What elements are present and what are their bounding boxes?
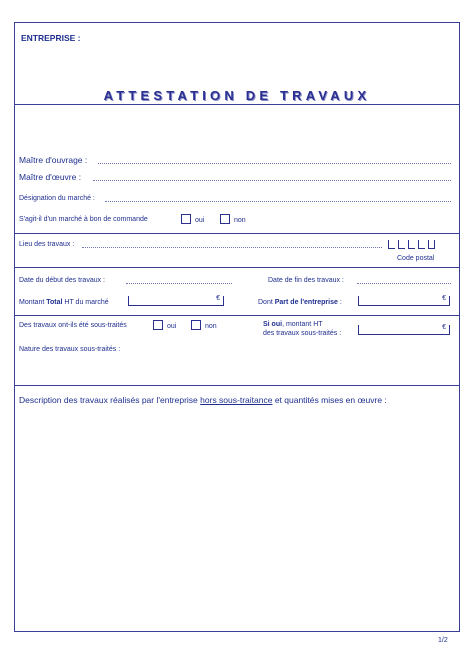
date-debut-label: Date du début des travaux : — [19, 277, 105, 284]
designation-label: Désignation du marché : — [19, 195, 95, 202]
lieu-field[interactable] — [82, 247, 382, 248]
code-postal-label: Code postal — [397, 255, 435, 262]
montant-suffix: HT du marché — [62, 299, 109, 306]
sous-traites-montant-field[interactable] — [358, 325, 450, 335]
bon-commande-non-checkbox[interactable] — [220, 214, 230, 224]
part-prefix: Dont — [258, 299, 275, 306]
part-entreprise-field[interactable] — [358, 296, 450, 306]
euro-symbol: € — [442, 324, 446, 331]
desc-prefix: Description des travaux réalisés par l'entreprise — [19, 395, 201, 405]
divider — [15, 385, 459, 386]
maitre-oeuvre-label: Maître d'œuvre : — [19, 172, 82, 182]
bon-commande-oui-checkbox[interactable] — [181, 214, 191, 224]
description-area[interactable] — [16, 410, 458, 628]
maitre-oeuvre-field[interactable] — [93, 180, 451, 181]
sous-traites-non-label: non — [205, 323, 217, 330]
code-postal-field[interactable] — [388, 240, 444, 249]
euro-symbol: € — [216, 295, 220, 302]
entreprise-label: ENTREPRISE : — [21, 33, 81, 43]
part-bold: Part de l'entreprise — [274, 299, 338, 306]
montant-total-field[interactable] — [128, 296, 224, 306]
designation-field[interactable] — [105, 201, 451, 202]
bon-commande-oui-label: oui — [195, 217, 205, 224]
si-oui-line2: des travaux sous-traités : — [263, 330, 342, 337]
lieu-label: Lieu des travaux : — [19, 241, 75, 248]
part-entreprise-label — [258, 298, 342, 307]
page-number: 1/2 — [438, 637, 448, 644]
page-title: ATTESTATION DE TRAVAUX — [103, 88, 371, 103]
si-oui-label — [263, 320, 323, 329]
si-oui-rest: , montant HT — [282, 321, 323, 328]
sous-traites-non-checkbox[interactable] — [191, 320, 201, 330]
bon-commande-label: S'agit-il d'un marché à bon de commande — [19, 216, 148, 223]
montant-prefix: Montant — [19, 299, 47, 306]
sous-traites-oui-checkbox[interactable] — [153, 320, 163, 330]
sous-traites-oui-label: oui — [167, 323, 177, 330]
divider — [15, 104, 459, 105]
divider — [15, 315, 459, 316]
date-fin-label: Date de fin des travaux : — [268, 277, 344, 284]
divider — [15, 267, 459, 268]
bon-commande-non-label: non — [234, 217, 246, 224]
description-label — [19, 395, 387, 405]
maitre-ouvrage-label: Maître d'ouvrage : — [19, 155, 88, 165]
part-suffix: : — [337, 299, 342, 306]
montant-bold: Total — [46, 299, 63, 306]
date-fin-field[interactable] — [357, 283, 451, 284]
sous-traites-label: Des travaux ont-ils été sous-traités — [19, 322, 127, 329]
montant-total-label — [19, 298, 109, 307]
euro-symbol: € — [442, 295, 446, 302]
desc-underlined: hors sous-traitance — [200, 395, 273, 405]
maitre-ouvrage-field[interactable] — [98, 163, 451, 164]
nature-sous-traites-label: Nature des travaux sous-traités : — [19, 346, 121, 353]
si-oui-bold: Si oui — [263, 321, 283, 328]
divider — [15, 233, 459, 234]
date-debut-field[interactable] — [126, 283, 232, 284]
desc-suffix: et quantités mises en œuvre : — [272, 395, 387, 405]
